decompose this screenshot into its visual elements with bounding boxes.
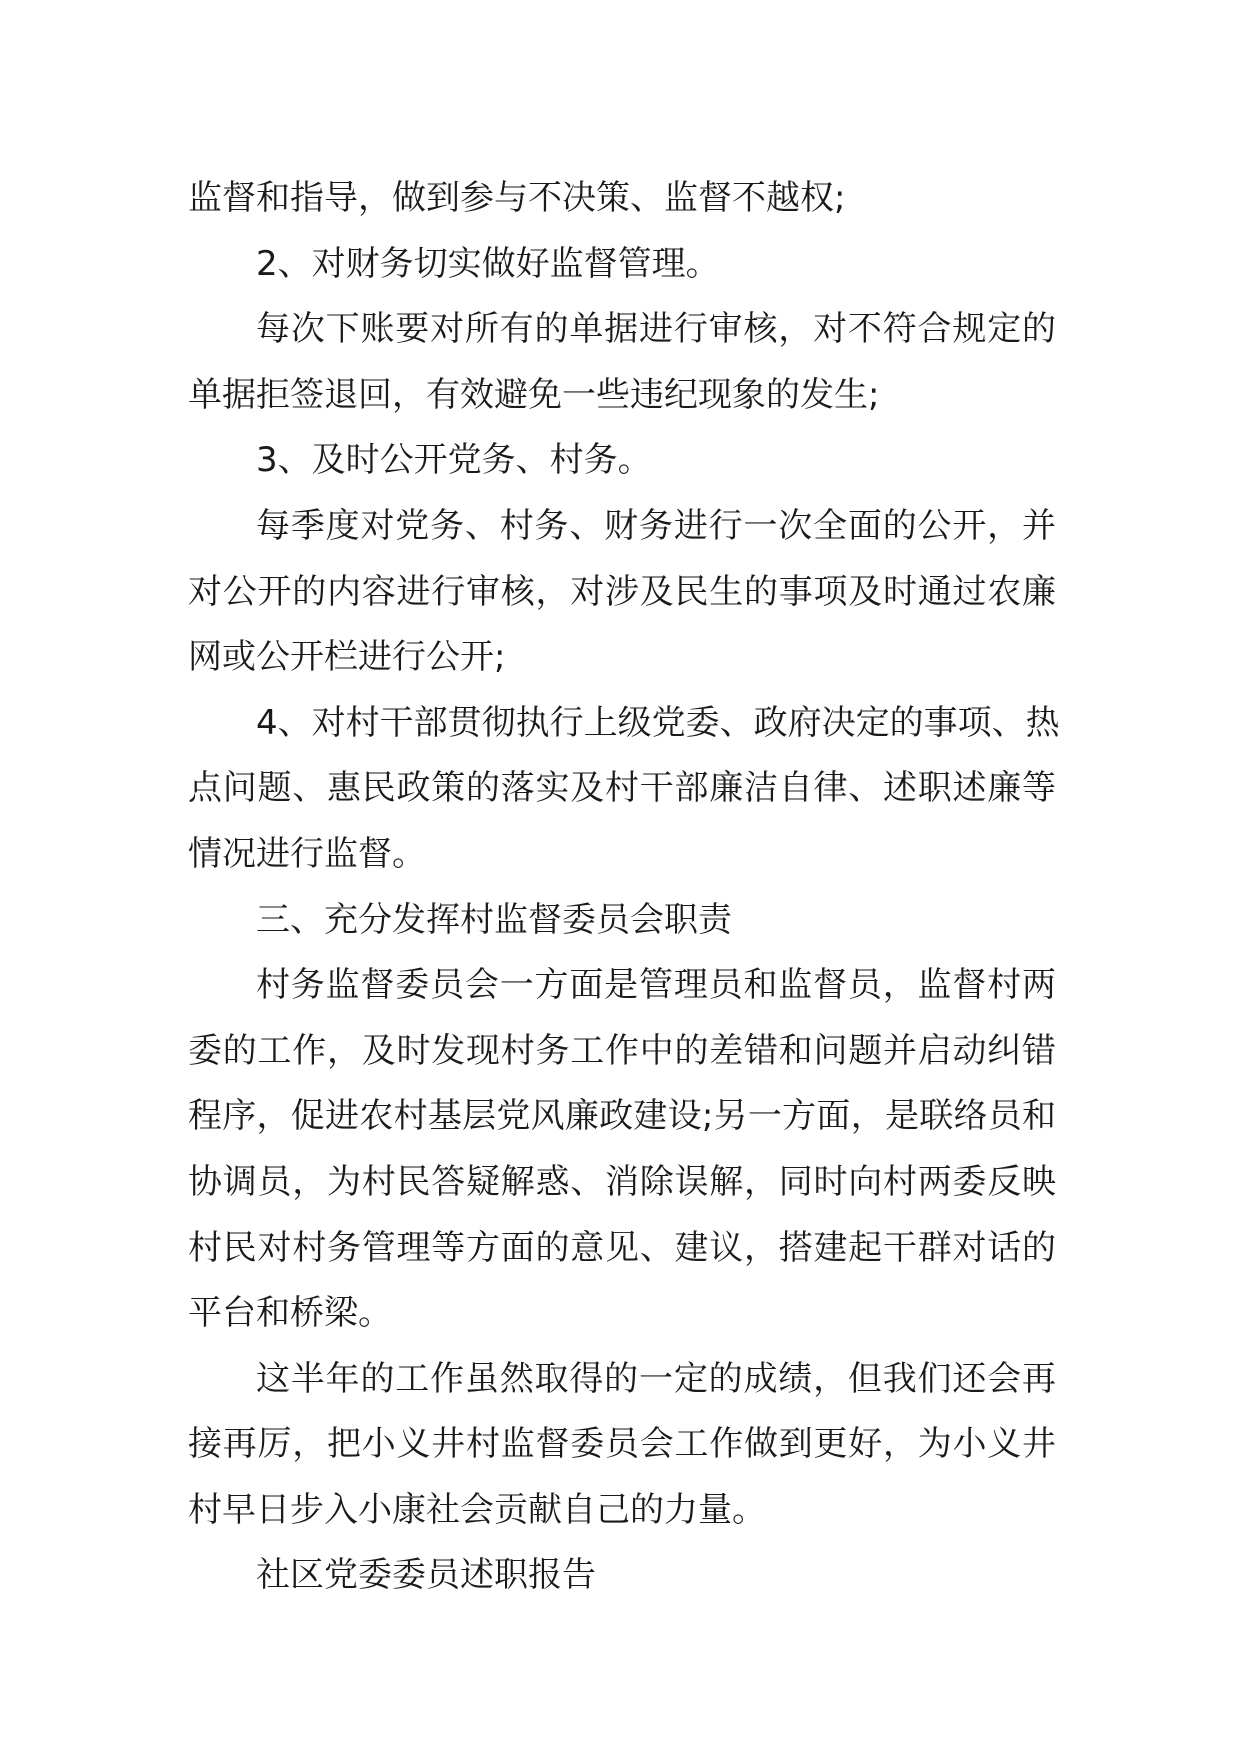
document-subtitle: 社区党委委员述职报告	[256, 1555, 596, 1596]
text-line: 3、及时公开党务、村务。	[256, 440, 652, 481]
section-heading: 三、充分发挥村监督委员会职责	[256, 899, 732, 940]
text-line: 委的工作，及时发现村务工作中的差错和问题并启动纠错	[188, 1030, 1056, 1071]
document-body	[188, 166, 1060, 1609]
text-line: 点问题、惠民政策的落实及村干部廉洁自律、述职述廉等	[188, 768, 1056, 809]
text-line: 2、对财务切实做好监督管理。	[256, 243, 720, 284]
text-line: 网或公开栏进行公开;	[188, 637, 506, 678]
text-line: 单据拒签退回，有效避免一些违纪现象的发生;	[188, 374, 880, 415]
text-line: 村务监督委员会一方面是管理员和监督员，监督村两	[256, 965, 1056, 1006]
text-line: 对公开的内容进行审核，对涉及民生的事项及时通过农廉	[188, 571, 1056, 612]
text-line: 情况进行监督。	[188, 833, 426, 874]
text-line: 程序，促进农村基层党风廉政建设;另一方面，是联络员和	[188, 1096, 1057, 1137]
text-line: 监督和指导，做到参与不决策、监督不越权;	[188, 178, 846, 218]
text-line: 每季度对党务、村务、财务进行一次全面的公开，并	[256, 505, 1056, 546]
text-line: 协调员，为村民答疑解惑、消除误解，同时向村两委反映	[188, 1161, 1056, 1202]
text-line: 村民对村务管理等方面的意见、建议，搭建起干群对话的	[188, 1227, 1056, 1268]
text-line: 平台和桥梁。	[188, 1293, 392, 1334]
text-line: 村早日步入小康社会贡献自己的力量。	[188, 1489, 766, 1530]
text-line: 接再厉，把小义井村监督委员会工作做到更好，为小义井	[188, 1424, 1056, 1465]
text-line: 4、对村干部贯彻执行上级党委、政府决定的事项、热	[256, 702, 1060, 743]
text-line: 每次下账要对所有的单据进行审核，对不符合规定的	[256, 309, 1056, 350]
text-line: 这半年的工作虽然取得的一定的成绩，但我们还会再	[256, 1358, 1056, 1399]
